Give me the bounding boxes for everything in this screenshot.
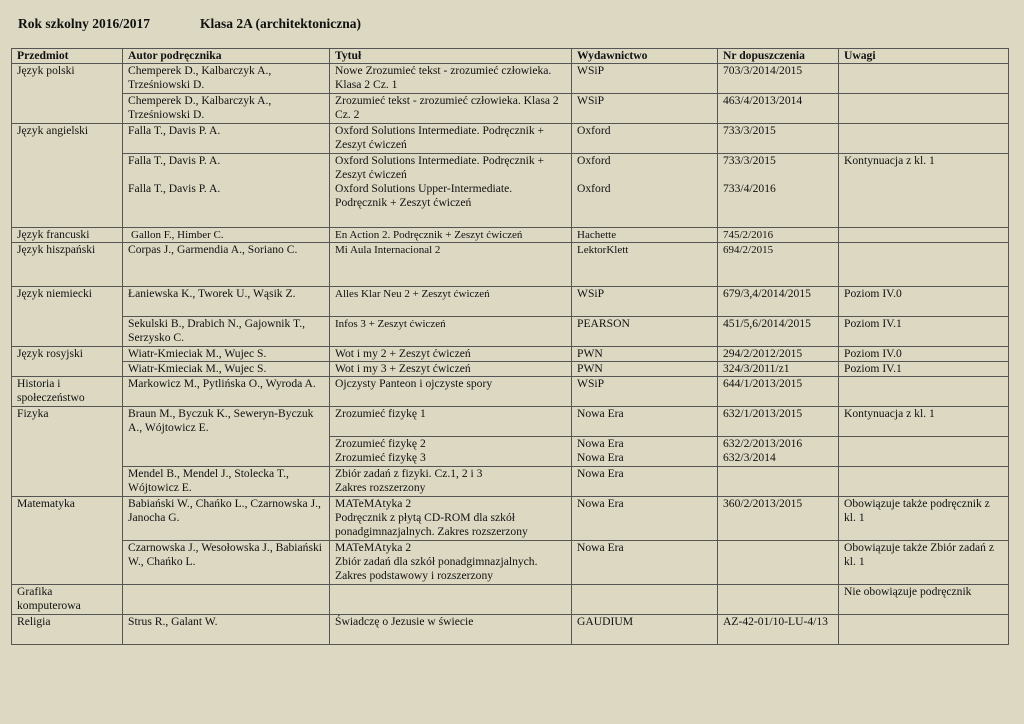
- approval-cell: 745/2/2016: [718, 228, 839, 243]
- subject-cell: Fizyka: [12, 407, 123, 497]
- approval-cell: 644/1/2013/2015: [718, 377, 839, 407]
- table-row: [12, 94, 1009, 124]
- subject-cell: Historia i społeczeństwo: [12, 377, 123, 407]
- title-line: Oxford Solutions Upper-Intermediate. Podręcznik + Zeszyt ćwiczeń: [335, 182, 513, 209]
- table-row: [12, 347, 1009, 362]
- approval-cell: 451/5,6/2014/2015: [718, 317, 839, 347]
- title-cell: Zrozumieć tekst - zrozumieć człowieka. Klasa 2 Cz. 2: [330, 94, 572, 124]
- table-row: [12, 287, 1009, 317]
- table-row: [12, 317, 1009, 347]
- publisher-cell: WSiP: [572, 94, 718, 124]
- table-row: [12, 497, 1009, 541]
- table-row: [12, 154, 1009, 228]
- approval-cell: AZ-42-01/10-LU-4/13: [718, 615, 839, 645]
- approval-cell: 463/4/2013/2014: [718, 94, 839, 124]
- title-cell: Wot i my 3 + Zeszyt ćwiczeń: [330, 362, 572, 377]
- publisher-cell: [572, 585, 718, 615]
- notes-cell: Poziom IV.1: [839, 317, 1009, 347]
- notes-cell: Poziom IV.1: [839, 362, 1009, 377]
- title-cell: Zrozumieć fizykę 1: [330, 407, 572, 437]
- author-cell: [123, 154, 330, 228]
- author-cell: Czarnowska J., Wesołowska J., Babiański W., Chańko L.: [123, 541, 330, 585]
- notes-cell: [839, 615, 1009, 645]
- title-cell: MATeMAtyka 2 Podręcznik z płytą CD-ROM dla szkół ponadgimnazjalnych. Zakres rozszerzony: [330, 497, 572, 541]
- author-cell: Sekulski B., Drabich N., Gajownik T., Serzysko C.: [123, 317, 330, 347]
- column-header-approval: Nr dopuszczenia: [718, 49, 839, 64]
- publisher-cell: WSiP: [572, 287, 718, 317]
- author-cell: Falla T., Davis P. A.: [123, 124, 330, 154]
- notes-cell: Poziom IV.0: [839, 287, 1009, 317]
- author-cell: Strus R., Galant W.: [123, 615, 330, 645]
- notes-cell: Kontynuacja z kl. 1: [839, 407, 1009, 437]
- author-cell: Łaniewska K., Tworek U., Wąsik Z.: [123, 287, 330, 317]
- notes-cell: Obowiązuje także Zbiór zadań z kl. 1: [839, 541, 1009, 585]
- approval-cell: 703/3/2014/2015: [718, 64, 839, 94]
- notes-cell: Kontynuacja z kl. 1: [839, 154, 1009, 228]
- approval-cell: 324/3/2011/z1: [718, 362, 839, 377]
- publisher-cell: PWN: [572, 362, 718, 377]
- title-cell: Ojczysty Panteon i ojczyste spory: [330, 377, 572, 407]
- author-cell: Chemperek D., Kalbarczyk A., Trześniowski D.: [123, 64, 330, 94]
- approval-cell: [718, 154, 839, 228]
- table-row: [12, 407, 1009, 437]
- title-cell: Zrozumieć fizykę 2 Zrozumieć fizykę 3: [330, 437, 572, 467]
- notes-cell: [839, 228, 1009, 243]
- approval-line: 733/3/2015: [723, 154, 776, 167]
- publisher-cell: Nowa Era: [572, 497, 718, 541]
- table-header-row: [12, 49, 1009, 64]
- publisher-cell: Nowa Era: [572, 467, 718, 497]
- subject-cell: Religia: [12, 615, 123, 645]
- table-row: [12, 228, 1009, 243]
- approval-cell: [718, 467, 839, 497]
- author-line: Falla T., Davis P. A.: [128, 182, 221, 195]
- table-row: [12, 615, 1009, 645]
- notes-cell: Nie obowiązuje podręcznik: [839, 585, 1009, 615]
- notes-cell: Poziom IV.0: [839, 347, 1009, 362]
- column-header-notes: Uwagi: [839, 49, 1009, 64]
- publisher-line: Oxford: [577, 154, 611, 167]
- table-row: [12, 124, 1009, 154]
- table-row: [12, 541, 1009, 585]
- publisher-cell: Hachette: [572, 228, 718, 243]
- column-header-publisher: Wydawnictwo: [572, 49, 718, 64]
- title-cell: [330, 154, 572, 228]
- subject-cell: Język hiszpański: [12, 243, 123, 287]
- title-cell: Infos 3 + Zeszyt ćwiczeń: [330, 317, 572, 347]
- subject-cell: Język angielski: [12, 124, 123, 228]
- publisher-cell: Nowa Era: [572, 541, 718, 585]
- author-line: Falla T., Davis P. A.: [128, 154, 221, 167]
- column-header-subject: Przedmiot: [12, 49, 123, 64]
- approval-cell: [718, 541, 839, 585]
- subject-cell: Matematyka: [12, 497, 123, 585]
- column-header-title: Tytuł: [330, 49, 572, 64]
- approval-cell: 294/2/2012/2015: [718, 347, 839, 362]
- class-name: Klasa 2A (architektoniczna): [200, 16, 361, 31]
- approval-cell: 733/3/2015: [718, 124, 839, 154]
- publisher-cell: Oxford: [572, 124, 718, 154]
- title-cell: Wot i my 2 + Zeszyt ćwiczeń: [330, 347, 572, 362]
- author-cell: Corpas J., Garmendia A., Soriano C.: [123, 243, 330, 287]
- publisher-cell: WSiP: [572, 64, 718, 94]
- notes-cell: [839, 124, 1009, 154]
- title-cell: En Action 2. Podręcznik + Zeszyt ćwiczeń: [330, 228, 572, 243]
- publisher-cell: Nowa Era Nowa Era: [572, 437, 718, 467]
- approval-cell: 632/2/2013/2016 632/3/2014: [718, 437, 839, 467]
- table-row: [12, 243, 1009, 287]
- approval-cell: 632/1/2013/2015: [718, 407, 839, 437]
- author-cell: Braun M., Byczuk K., Seweryn-Byczuk A., Wójtowicz E.: [123, 407, 330, 467]
- publisher-cell: WSiP: [572, 377, 718, 407]
- approval-cell: 360/2/2013/2015: [718, 497, 839, 541]
- textbook-table: [11, 48, 1009, 645]
- column-header-author: Autor podręcznika: [123, 49, 330, 64]
- table-row: [12, 362, 1009, 377]
- author-cell: Wiatr-Kmieciak M., Wujec S.: [123, 362, 330, 377]
- title-cell: Zbiór zadań z fizyki. Cz.1, 2 i 3 Zakres rozszerzony: [330, 467, 572, 497]
- subject-cell: Język polski: [12, 64, 123, 124]
- subject-cell: Język niemiecki: [12, 287, 123, 347]
- title-cell: [330, 585, 572, 615]
- author-cell: Wiatr-Kmieciak M., Wujec S.: [123, 347, 330, 362]
- title-cell: MATeMAtyka 2 Zbiór zadań dla szkół ponadgimnazjalnych. Zakres podstawowy i rozszerzony: [330, 541, 572, 585]
- publisher-cell: LektorKlett: [572, 243, 718, 287]
- title-cell: Alles Klar Neu 2 + Zeszyt ćwiczeń: [330, 287, 572, 317]
- title-cell: Nowe Zrozumieć tekst - zrozumieć człowieka. Klasa 2 Cz. 1: [330, 64, 572, 94]
- publisher-cell: Nowa Era: [572, 407, 718, 437]
- approval-line: 733/4/2016: [723, 182, 776, 195]
- notes-cell: [839, 243, 1009, 287]
- notes-cell: [839, 377, 1009, 407]
- author-cell: Chemperek D., Kalbarczyk A., Trześniowski D.: [123, 94, 330, 124]
- school-year: Rok szkolny 2016/2017: [18, 16, 151, 31]
- approval-cell: 679/3,4/2014/2015: [718, 287, 839, 317]
- notes-cell: [839, 94, 1009, 124]
- notes-cell: [839, 437, 1009, 467]
- title-line: Oxford Solutions Intermediate. Podręcznik + Zeszyt ćwiczeń: [335, 154, 545, 181]
- publisher-cell: [572, 154, 718, 228]
- page-header: [18, 16, 361, 32]
- table-row: [12, 585, 1009, 615]
- author-cell: Gallon F., Himber C.: [123, 228, 330, 243]
- author-cell: [123, 585, 330, 615]
- subject-cell: Język rosyjski: [12, 347, 123, 377]
- publisher-cell: PWN: [572, 347, 718, 362]
- notes-cell: [839, 64, 1009, 94]
- publisher-cell: PEARSON: [572, 317, 718, 347]
- subject-cell: Grafika komputerowa: [12, 585, 123, 615]
- title-cell: Oxford Solutions Intermediate. Podręcznik + Zeszyt ćwiczeń: [330, 124, 572, 154]
- title-cell: Świadczę o Jezusie w świecie: [330, 615, 572, 645]
- table-row: [12, 377, 1009, 407]
- author-cell: Markowicz M., Pytlińska O., Wyroda A.: [123, 377, 330, 407]
- notes-cell: [839, 467, 1009, 497]
- table-row: [12, 64, 1009, 94]
- author-cell: Mendel B., Mendel J., Stolecka T., Wójtowicz E.: [123, 467, 330, 497]
- approval-cell: [718, 585, 839, 615]
- publisher-cell: GAUDIUM: [572, 615, 718, 645]
- title-cell: Mi Aula Internacional 2: [330, 243, 572, 287]
- table-row: [12, 467, 1009, 497]
- approval-cell: 694/2/2015: [718, 243, 839, 287]
- notes-cell: Obowiązuje także podręcznik z kl. 1: [839, 497, 1009, 541]
- author-cell: Babiański W., Chańko L., Czarnowska J., Janocha G.: [123, 497, 330, 541]
- subject-cell: Język francuski: [12, 228, 123, 243]
- publisher-line: Oxford: [577, 182, 611, 195]
